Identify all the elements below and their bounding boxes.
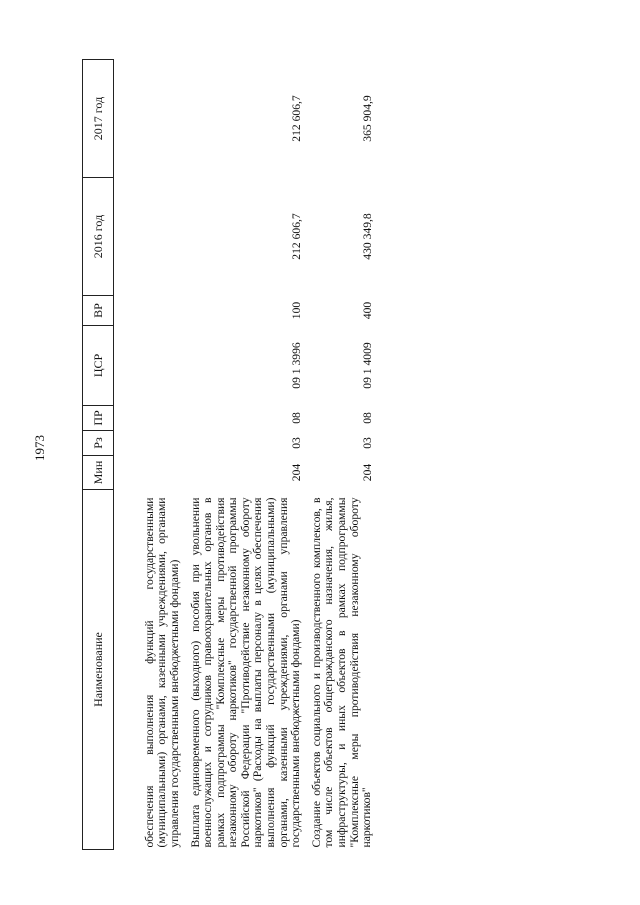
header-pr: ПР (83, 406, 114, 431)
rotated-table-frame (82, 60, 602, 850)
row-pr: 08 (289, 412, 303, 424)
row-name: обеспечения выполнения функций государственными (муниципальными) органами, казенными учреждениями, органами управления государственными внебюджетными фондами) (142, 497, 181, 848)
row-rz: 03 (289, 437, 303, 449)
row-2017 (114, 60, 186, 178)
header-2017: 2017 год (83, 60, 114, 178)
row-2016: 430 349,8 (360, 213, 374, 260)
header-name: Наименование (83, 490, 114, 850)
row-name: Создание объектов социального и производственного комплексов, в том числе объектов общегражданского назначения, жилья, инфраструктуры, и иных объектов в рамках подпрограммы "Комплексные меры противодействия незаконному обороту наркотиков" (309, 497, 374, 848)
table-row (307, 60, 378, 850)
budget-table (82, 59, 378, 850)
header-vr: ВР (83, 296, 114, 326)
header-rz: Рз (83, 431, 114, 456)
row-rz (114, 431, 186, 456)
row-2016 (114, 178, 186, 296)
row-csr (114, 326, 186, 406)
row-vr (114, 296, 186, 326)
row-pr (114, 406, 186, 431)
row-csr: 09 1 3996 (289, 342, 303, 389)
row-2017: 212 606,7 (289, 95, 303, 142)
row-csr: 09 1 4009 (360, 342, 374, 389)
table-row (114, 60, 186, 850)
page-number: 1973 (32, 435, 47, 461)
row-vr: 400 (360, 301, 374, 320)
row-pr: 08 (360, 412, 374, 424)
row-name: Выплата единовременного (выходного) пособия при увольнении военнослужащих и сотрудников правоохранительных органов в рамках подпрограммы "Комплексные меры противодействия незаконному обороту наркотиков" государственной программы Российской Федерации "Противодействие незаконному обороту наркотиков" (Расходы на выплаты персоналу в целях обеспечения выполнения функций государственными (муниципальными) органами, казенными учреждениями, органами управления государственными внебюджетными фондами) (188, 497, 303, 848)
table-header-row (83, 60, 114, 850)
row-rz: 03 (360, 437, 374, 449)
header-csr: ЦСР (83, 326, 114, 406)
header-2016: 2016 год (83, 178, 114, 296)
row-min (114, 456, 186, 490)
row-min: 204 (360, 463, 374, 482)
table-row (186, 60, 307, 850)
row-2017: 365 904,9 (360, 95, 374, 142)
header-min: Мин (83, 456, 114, 490)
row-vr: 100 (289, 301, 303, 320)
row-min: 204 (289, 463, 303, 482)
row-2016: 212 606,7 (289, 213, 303, 260)
